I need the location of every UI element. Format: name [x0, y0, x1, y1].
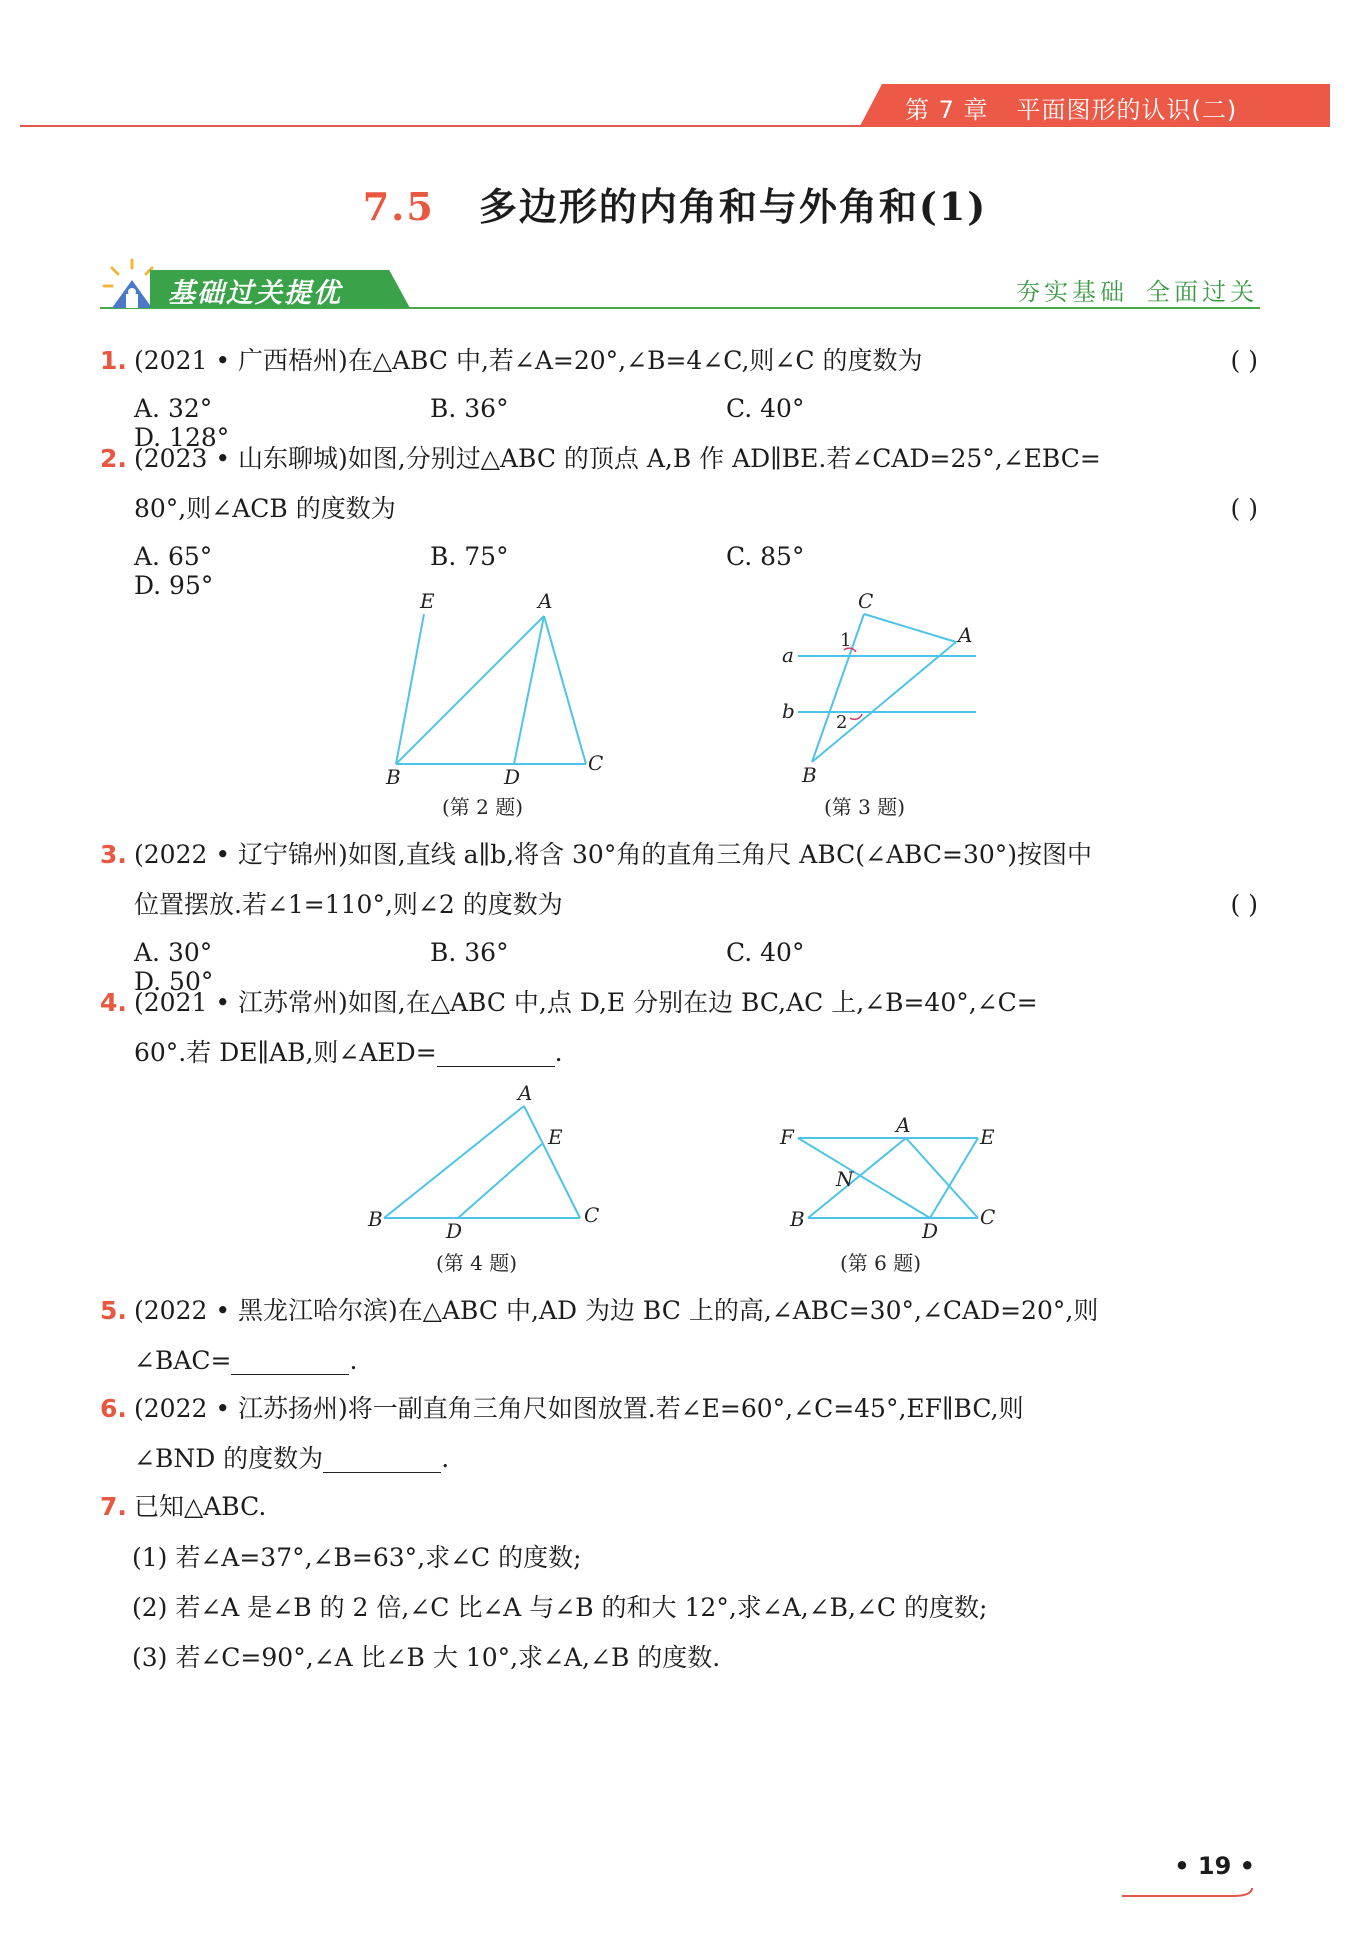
figure-2	[380, 586, 620, 822]
option-a: A. 32°	[134, 394, 213, 423]
question-tail: .	[554, 1038, 563, 1067]
question-text: 已知△ABC.	[134, 1492, 267, 1521]
question-1	[100, 336, 1258, 385]
fig2-caption: (第 2 题)	[442, 795, 524, 819]
question-tail: .	[349, 1346, 358, 1375]
section-title: 多边形的内角和与外角和(1)	[478, 184, 988, 229]
fig6-label-d: D	[922, 1219, 939, 1243]
fig2-label-b: B	[386, 765, 401, 789]
question-text: 在△ABC 中,AD 为边 BC 上的高,∠ABC=30°,∠CAD=20°,则	[397, 1296, 1099, 1325]
answer-blank[interactable]	[323, 1442, 441, 1473]
question-number: 5.	[100, 1296, 127, 1325]
answer-parentheses: ( )	[1230, 346, 1258, 375]
question-7-part-2: (2) 若∠A 是∠B 的 2 倍,∠C 比∠A 与∠B 的和大 12°,求∠A,∠B,∠C 的度数;	[132, 1593, 988, 1622]
question-text: 如图,分别过△ABC 的顶点 A,B 作 AD∥BE.若∠CAD=25°,∠EBC=	[347, 444, 1101, 473]
option-c: C. 85°	[726, 542, 805, 571]
question-number: 6.	[100, 1394, 127, 1423]
question-3-line-2	[134, 880, 1258, 929]
fig4-label-d: D	[446, 1219, 463, 1243]
options-2	[134, 542, 1274, 600]
question-number: 2.	[100, 444, 127, 473]
question-7-part-3: (3) 若∠C=90°,∠A 比∠B 大 10°,求∠A,∠B 的度数.	[132, 1643, 721, 1672]
fig3-label-line-a: a	[782, 643, 794, 667]
fig6-caption: (第 6 题)	[840, 1251, 922, 1275]
question-number: 1.	[100, 346, 127, 375]
option-b: B. 75°	[430, 542, 509, 571]
question-6	[100, 1384, 1258, 1433]
question-number: 3.	[100, 840, 127, 869]
option-d: D. 128°	[134, 423, 230, 452]
option-a: A. 65°	[134, 542, 213, 571]
figure-4	[360, 1082, 620, 1278]
fig2-label-d: D	[504, 765, 521, 789]
fig6-label-b: B	[790, 1207, 805, 1231]
question-source: (2021 • 广西梧州)	[134, 346, 348, 375]
question-text: 位置摆放.若∠1=110°,则∠2 的度数为	[134, 890, 563, 919]
question-number: 7.	[100, 1492, 127, 1521]
fig4-label-a: A	[518, 1082, 533, 1105]
question-2-line-2	[134, 484, 1258, 533]
fig6-label-e: E	[980, 1125, 995, 1149]
fig4-label-b: B	[368, 1207, 383, 1231]
page-number: • 19 •	[1174, 1852, 1255, 1880]
fig3-angle-2: 2	[836, 712, 848, 733]
answer-parentheses: ( )	[1230, 494, 1258, 523]
section-number: 7.5	[362, 184, 435, 229]
question-2	[100, 434, 1258, 483]
question-source: (2022 • 黑龙江哈尔滨)	[134, 1296, 398, 1325]
option-d: D. 95°	[134, 571, 214, 600]
question-source: (2022 • 江苏扬州)	[134, 1394, 348, 1423]
fig2-label-e: E	[420, 589, 435, 613]
fig4-label-c: C	[584, 1203, 600, 1227]
question-text: 将一副直角三角尺如图放置.若∠E=60°,∠C=45°,EF∥BC,则	[347, 1394, 1024, 1423]
fig3-label-b: B	[802, 763, 817, 787]
question-text: 在△ABC 中,若∠A=20°,∠B=4∠C,则∠C 的度数为	[347, 346, 923, 375]
question-source: (2023 • 山东聊城)	[134, 444, 348, 473]
question-tail: .	[441, 1444, 450, 1473]
fig3-label-c: C	[858, 589, 874, 613]
chapter-number: 第 7 章	[905, 96, 989, 124]
option-a: A. 30°	[134, 938, 213, 967]
question-number: 4.	[100, 988, 127, 1017]
figure-3	[770, 586, 1000, 822]
option-d: D. 50°	[134, 967, 214, 996]
fig6-label-n: N	[836, 1167, 854, 1191]
answer-blank[interactable]	[231, 1344, 349, 1375]
question-text: 如图,直线 a∥b,将含 30°角的直角三角尺 ABC(∠ABC=30°)按图中	[347, 840, 1093, 869]
question-text: 60°.若 DE∥AB,则∠AED=	[134, 1038, 437, 1067]
question-3	[100, 830, 1258, 879]
fig2-label-c: C	[588, 751, 604, 775]
fig4-label-e: E	[548, 1125, 563, 1149]
question-source: (2022 • 辽宁锦州)	[134, 840, 348, 869]
fig4-caption: (第 4 题)	[436, 1251, 518, 1275]
answer-parentheses: ( )	[1230, 890, 1258, 919]
option-b: B. 36°	[430, 938, 509, 967]
fig2-label-a: A	[538, 589, 553, 613]
question-text: ∠BND 的度数为	[134, 1444, 324, 1473]
section-sub-a: 夯实基础	[1016, 278, 1128, 306]
fig6-label-f: F	[780, 1125, 794, 1149]
page-number-swoosh	[1120, 1880, 1260, 1902]
question-5	[100, 1286, 1258, 1335]
option-c: C. 40°	[726, 394, 805, 423]
chapter-heading	[905, 90, 1237, 125]
answer-blank[interactable]	[437, 1036, 555, 1067]
option-b: B. 36°	[430, 394, 509, 423]
option-c: C. 40°	[726, 938, 805, 967]
fig3-caption: (第 3 题)	[824, 795, 906, 819]
question-text: ∠BAC=	[134, 1346, 232, 1375]
chapter-title: 平面图形的认识(二)	[1016, 96, 1238, 124]
question-5-line-2	[134, 1336, 1258, 1385]
question-7	[100, 1482, 1258, 1531]
section-label: 基础过关提优	[168, 278, 342, 309]
question-text: 80°,则∠ACB 的度数为	[134, 494, 396, 523]
section-sub-b: 全面过关	[1146, 278, 1258, 306]
figure-6	[770, 1100, 1010, 1278]
question-4	[100, 978, 1258, 1027]
question-7-part-1: (1) 若∠A=37°,∠B=63°,求∠C 的度数;	[132, 1543, 582, 1572]
question-text: 如图,在△ABC 中,点 D,E 分别在边 BC,AC 上,∠B=40°,∠C=	[347, 988, 1038, 1017]
fig6-label-a: A	[896, 1113, 911, 1137]
fig3-label-a: A	[958, 623, 973, 647]
page-title	[0, 176, 1350, 231]
question-6-line-2	[134, 1434, 1258, 1483]
question-source: (2021 • 江苏常州)	[134, 988, 348, 1017]
question-4-line-2	[134, 1028, 1258, 1077]
fig6-label-c: C	[980, 1205, 996, 1229]
section-subtitle	[1016, 272, 1258, 307]
fig3-angle-1: 1	[840, 630, 852, 651]
fig3-label-line-b: b	[782, 699, 795, 723]
